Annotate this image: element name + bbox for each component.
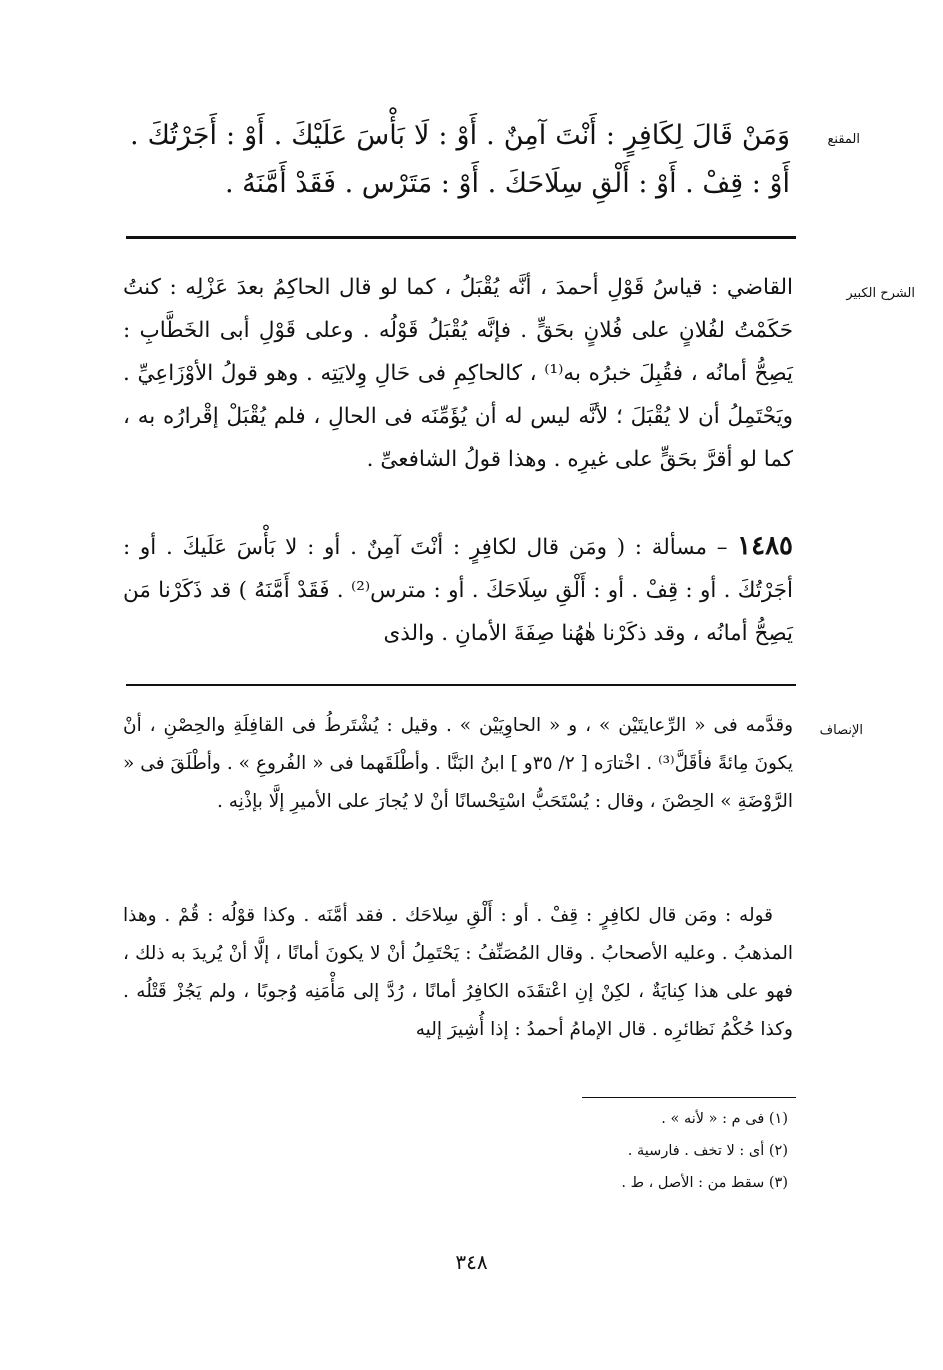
footnote-3: (٣) سقط من : الأصل ، ط . [621, 1175, 788, 1191]
issue-text: – مسألة : ( ومَن قال لكافِرٍ : أنْتَ آمِنٌ . أو : لا بَأْسَ عَلَيكَ . أو : أجَرْتُكَ . أو : قِفْ . أو : أَلْقِ سِلَاحَكَ . أو : مترس⁽²⁾ . فَقَدْ أَمَّنَهُ ) قد ذَكَرْنا مَن يَصِحُّ أمانُه ، وقد ذكَرْنا هٰهُنا صِفَةَ الأمانِ . والذى [123, 535, 793, 646]
footnote-1: (١) فى م : « لأنه » . [661, 1111, 788, 1127]
insaf-para-2: قوله : ومَن قال لكافِرٍ : قِفْ . أو : أَلْقِ سِلاحَك . فقد أمَّنَه . وكذا قوْلُه : قُمْ . وهذا المذهبُ . وعليه الأصحابُ . وقال المُصَنِّفُ : يَحْتَمِلُ أنْ لا يكونَ أمانًا ، إلَّا أنْ يُريدَ به ذلك ، فهو على هذا كِنايَةٌ ، لكِنْ إنِ اعْتقَدَه الكافِرُ أمانًا ، رُدَّ إلى مَأْمَنِه وُجوبًا ، ولم يَجُزْ قَتْلُه . وكذا حُكْمُ نَظائرِه . قال الإمامُ أحمدُ : إذا أُشِيرَ إليه [123, 905, 793, 1040]
muqni-label: المقنع [827, 132, 860, 147]
insaf-para-1: وقدَّمه فى « الرِّعايتَيْن » ، و « الحاوِيَيْن » . وقيل : يُشْتَرطُ فى القافِلَةِ والحِصْنِ ، أنْ يكونَ مِائةً فأقَلَّ⁽³⁾ . اخْتارَه [ ٢/ ٣٥و ] ابنُ البَنَّا . وأطْلَقَهما فى « الفُروعِ » . وأطْلَقَ فى « الرَّوْضَةِ » الحِصْنَ ، وقال : يُسْتَحَبُّ اسْتِحْسانًا أنْ لا يُجارَ على الأميرِ إلَّا بإذْنِه . [123, 715, 793, 812]
sharh-para-1: القاضي : قياسُ قَوْلِ أحمدَ ، أنَّه يُقْبَلُ ، كما لو قال الحاكِمُ بعدَ عَزْلِه : كنتُ حَكَمْتُ لفُلانٍ على فُلانٍ بحَقٍّ . فإنَّه يُقْبَلُ قَوْلُه . وعلى قَوْلِ أبى الخَطَّابِ : يَصِحُّ أمانُه ، فقُبِلَ خبرُه به⁽¹⁾ ، كالحاكِمِ فى حَالِ وِلايَتِه . وهو قولُ الأوْزَاعِيِّ . ويَحْتَمِلُ أن لا يُقْبَلَ ؛ لأنَّه ليس له أن يُؤَمِّنَه فى الحالِ ، فلم يُقْبَلْ إقْرارُه به ، كما لو أقرَّ بحَقٍّ على غيرِه . وهذا قولُ الشافعىِّ . [123, 275, 793, 472]
page-number: ٣٤٨ [455, 1250, 488, 1274]
insaf-label: الإنصاف [819, 723, 863, 738]
footnote-divider [582, 1097, 796, 1098]
muqni-divider [126, 236, 796, 239]
sharh-divider [126, 684, 796, 686]
sharh-para-2 [123, 525, 793, 655]
footnote-2: (٢) أى : لا تخف . فارسية . [627, 1143, 788, 1159]
muqni-text: وَمَنْ قَالَ لِكَافِرٍ : أَنْتَ آمِنٌ . أَوْ : لَا بَأْسَ عَلَيْكَ . أَوْ : أَجَرْتُكَ . أَوْ : قِفْ . أَوْ : أَلْقِ سِلَاحَكَ . أَوْ : مَتَرْس . فَقَدْ أَمَّنَهُ . [130, 120, 790, 199]
issue-number: ١٤٨٥ [737, 531, 793, 561]
sharh-label: الشرح الكبير [846, 286, 915, 301]
